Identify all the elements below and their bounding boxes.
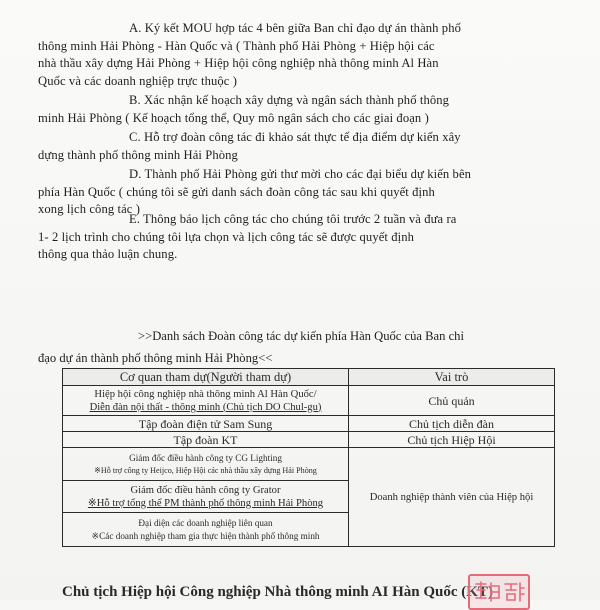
table-cell-role [349,432,555,448]
row2-org: Tập đoàn điện tử Sam Sung [138,416,273,431]
paragraph-a-line-1: A. Ký kết MOU hợp tác 4 bên giữa Ban chỉ đạo dự án thành phố [129,21,461,35]
table-cell-role [349,416,555,432]
paragraph-b-line-1: B. Xác nhận kế hoạch xây dựng và ngân sách thành phố thông [129,93,450,107]
table-cell-organization [63,416,349,432]
delegation-table [62,368,555,547]
paragraph-e-line-2: 1- 2 lịch trình cho chúng tôi lựa chọn và lịch công tác sẽ được quyết định [38,229,415,244]
table-row [63,416,555,432]
paragraph-e-line-1: E. Thông báo lịch công tác cho chúng tôi trước 2 tuần và đưa ra [129,212,457,226]
paragraph-a-line-2: thông minh Hải Phòng - Hàn Quốc và ( Thành phố Hải Phòng + Hiệp hội các [38,38,435,53]
row6-org-line-1: Đại diện các doanh nghiệp liên quan [138,517,273,528]
signature-title: Chủ tịch Hiệp hội Công nghiệp Nhà thông minh AI Hàn Quốc (KT) [62,584,493,600]
table-row [63,432,555,448]
row3-org: Tập đoàn KT [173,432,238,447]
table-cell-organization [63,481,349,513]
row1-org-line-2: Diễn đàn nội thất - thông minh (Chủ tịch DO Chul-gu) [89,401,322,413]
row4-org-line-1: Giám đốc điều hành công ty CG Lighting [129,452,282,463]
table-cell-organization [63,432,349,448]
paragraph-a-line-3: nhà thầu xây dựng Hải Phòng + Hiệp hội công nghiệp nhà thông minh Al Hàn [38,56,439,70]
table-cell-organization [63,386,349,416]
paragraph-d-line-2: phía Hàn Quốc ( chúng tôi sẽ gửi danh sách đoàn công tác sau khi quyết định [38,184,435,199]
table-cell-organization [63,513,349,547]
row5-org-line-2: ※Hỗ trợ tổng thể PM thành phố thông minh Hải Phòng [87,497,324,509]
paragraph-a-line-4: Quốc và các doanh nghiệp trực thuộc ) [38,73,238,88]
paragraph-b-line-2: minh Hải Phòng ( Kế hoạch tổng thể, Quy mô ngân sách cho các giai đoạn ) [38,110,429,125]
row4-org-line-2: ※Hỗ trợ công ty Heijco, Hiệp Hội các nhà thầu xây dựng Hải Phòng [94,465,317,475]
table-cell-member-role [349,448,555,547]
seal-glyph-icon [470,576,528,608]
header-organization: Cơ quan tham dự(Người tham dự) [63,369,349,386]
delegation-list-heading-line-2: đạo dự án thành phố thông minh Hải Phòng<< [38,351,273,365]
row2-role: Chủ tịch diễn đàn [409,416,494,431]
delegation-list-heading [38,325,568,369]
paragraph-b [38,92,568,127]
table-row [63,386,555,416]
row6-org-line-2: ※Các doanh nghiệp tham gia thực hiện thành phố thông minh [91,530,320,541]
paragraph-a [38,20,568,90]
paragraph-d-line-1: D. Thành phố Hải Phòng gửi thư mời cho các đại biểu dự kiến bên [129,167,472,181]
table-cell-role [349,386,555,416]
paragraph-e [38,211,568,264]
paragraph-e-line-3: thông qua thảo luận chung. [38,247,178,261]
delegation-list-heading-line-1: >>Danh sách Đoàn công tác dự kiến phía Hàn Quốc của Ban chỉ [138,329,464,343]
red-seal-stamp [468,574,530,610]
row1-org-line-1: Hiệp hội công nghiệp nhà thông minh Al Hàn Quốc/ [94,388,317,400]
table-header-row [63,369,555,386]
member-role: Doanh nghiệp thành viên của Hiệp hội [369,491,534,503]
paragraph-c-line-2: dựng thành phố thông minh Hải Phòng [38,147,238,162]
table-cell-organization [63,448,349,481]
row1-role: Chủ quản [428,393,475,408]
paragraph-c [38,129,568,164]
paragraph-c-line-1: C. Hỗ trợ đoàn công tác đi khảo sát thực tế địa điểm dự kiến xây [129,130,461,144]
table-row [63,448,555,481]
row3-role: Chủ tịch Hiệp Hội [407,432,496,447]
row5-org-line-1: Giám đốc điều hành công ty Grator [130,484,281,496]
header-role: Vai trò [349,369,555,386]
paragraph-d-line-3: xong lịch công tác ) [38,202,141,216]
